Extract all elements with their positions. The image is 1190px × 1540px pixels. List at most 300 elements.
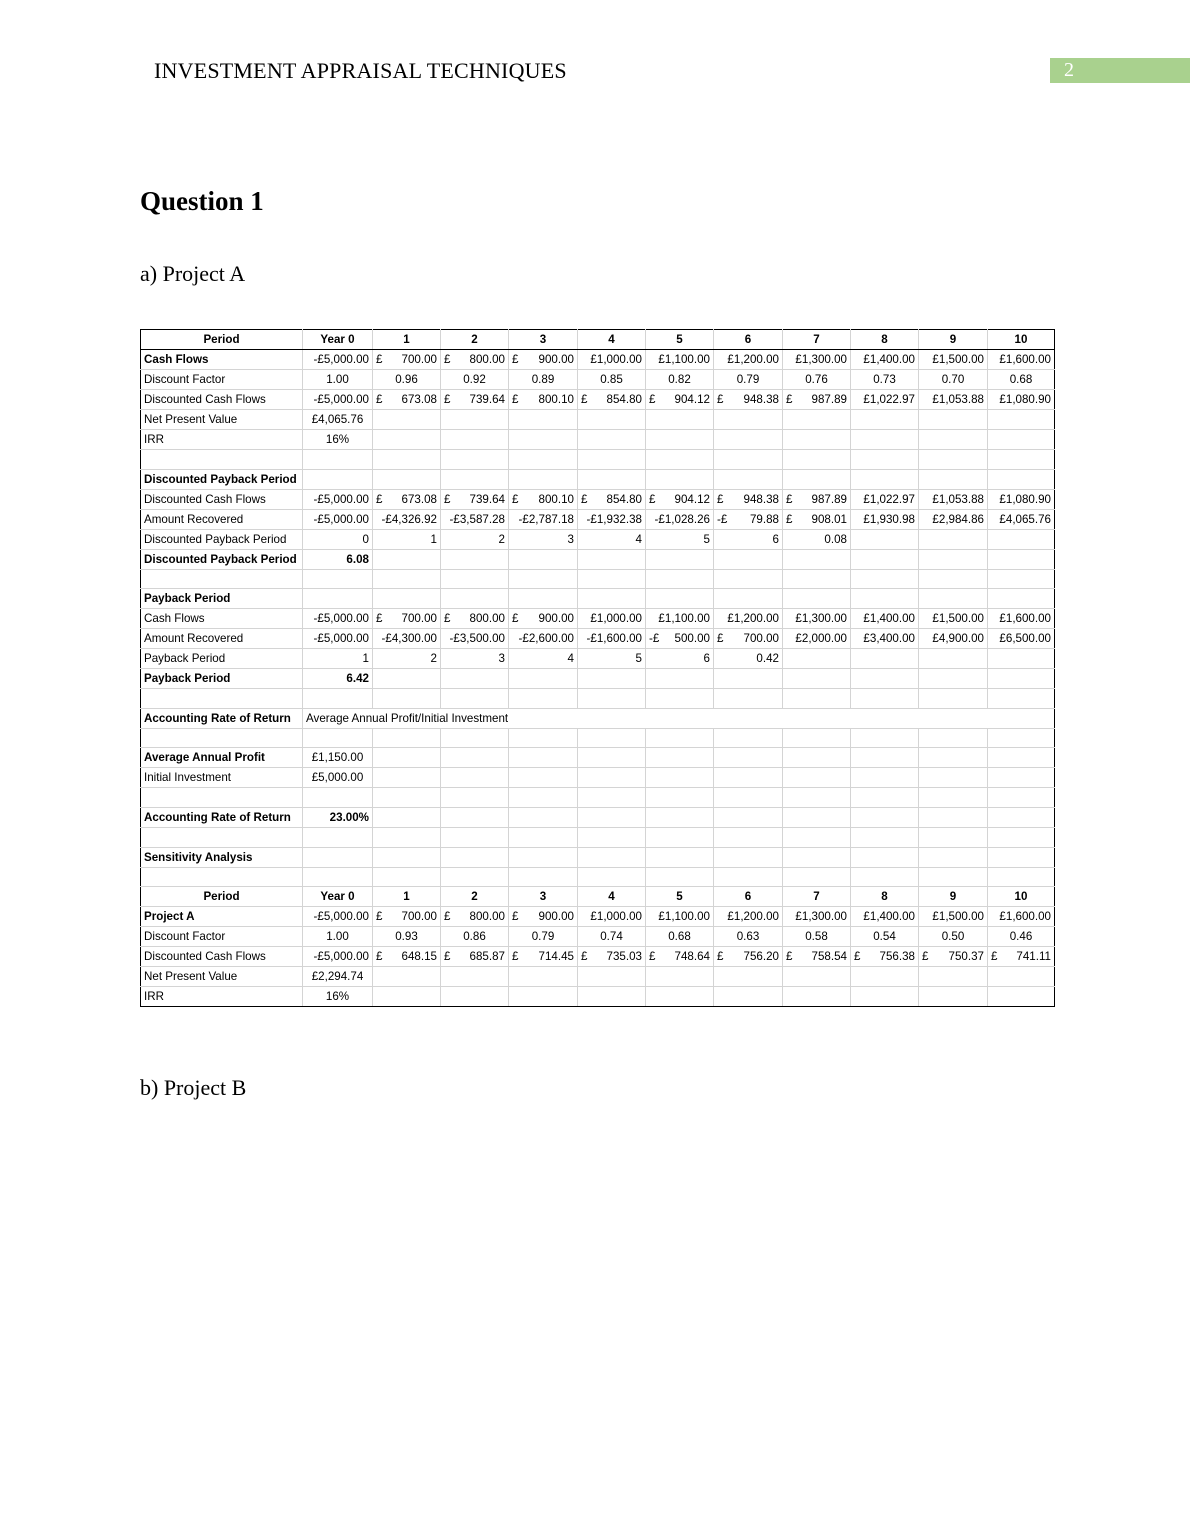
appraisal-spreadsheet	[140, 329, 1055, 1007]
row-label-cell: Discounted Payback Period	[141, 549, 303, 569]
value-cell	[988, 728, 1055, 748]
value-cell	[509, 788, 578, 808]
value-cell	[646, 748, 714, 768]
value-cell: £ 800.00	[441, 907, 509, 927]
table-row	[141, 927, 1055, 947]
value-cell: £ 700.00	[714, 629, 783, 649]
value-cell	[988, 569, 1055, 589]
row-label-cell: Payback Period	[141, 589, 303, 609]
value-cell	[783, 549, 851, 569]
value-cell	[783, 788, 851, 808]
value-cell: 2	[373, 649, 441, 669]
value-cell	[783, 847, 851, 867]
value-cell	[578, 549, 646, 569]
value-cell: £ 948.38	[714, 489, 783, 509]
value-cell: £ 948.38	[714, 390, 783, 410]
table-row	[141, 947, 1055, 967]
value-cell	[851, 450, 919, 470]
value-cell	[988, 748, 1055, 768]
value-cell	[509, 867, 578, 887]
value-cell: 0.85	[578, 370, 646, 390]
value-cell	[509, 430, 578, 450]
value-cell: -£4,326.92	[373, 509, 441, 529]
value-cell	[851, 728, 919, 748]
row-label-cell	[141, 788, 303, 808]
value-cell: -£5,000.00	[303, 489, 373, 509]
value-cell	[441, 450, 509, 470]
row-label-cell: Sensitivity Analysis	[141, 847, 303, 867]
value-cell: Year 0	[303, 887, 373, 907]
value-cell	[988, 967, 1055, 987]
value-cell	[714, 589, 783, 609]
row-label-cell: Discounted Cash Flows	[141, 947, 303, 967]
value-cell: Average Annual Profit/Initial Investment	[303, 708, 1055, 728]
value-cell: 2	[441, 330, 509, 350]
value-cell	[373, 807, 441, 827]
table-row	[141, 728, 1055, 748]
table-row	[141, 569, 1055, 589]
value-cell	[988, 430, 1055, 450]
value-cell	[919, 469, 988, 489]
value-cell: £3,400.00	[851, 629, 919, 649]
value-cell: £1,100.00	[646, 907, 714, 927]
value-cell	[851, 469, 919, 489]
value-cell	[441, 827, 509, 847]
value-cell	[373, 847, 441, 867]
value-cell: £1,300.00	[783, 609, 851, 629]
value-cell	[373, 867, 441, 887]
table-row	[141, 430, 1055, 450]
value-cell	[851, 529, 919, 549]
value-cell	[509, 987, 578, 1007]
value-cell	[578, 807, 646, 827]
row-label-cell: Average Annual Profit	[141, 748, 303, 768]
value-cell	[783, 768, 851, 788]
value-cell	[441, 847, 509, 867]
value-cell	[851, 410, 919, 430]
value-cell	[714, 410, 783, 430]
value-cell	[303, 827, 373, 847]
value-cell	[441, 430, 509, 450]
value-cell: £1,500.00	[919, 609, 988, 629]
value-cell	[373, 669, 441, 689]
value-cell	[988, 589, 1055, 609]
value-cell	[509, 669, 578, 689]
value-cell: -£ 500.00	[646, 629, 714, 649]
value-cell	[783, 569, 851, 589]
value-cell	[783, 807, 851, 827]
value-cell	[509, 569, 578, 589]
value-cell: £ 800.00	[441, 609, 509, 629]
value-cell	[714, 967, 783, 987]
value-cell: £ 800.00	[441, 350, 509, 370]
value-cell: 1	[303, 649, 373, 669]
value-cell: £ 673.08	[373, 489, 441, 509]
value-cell	[441, 469, 509, 489]
value-cell	[714, 768, 783, 788]
value-cell: 9	[919, 887, 988, 907]
value-cell: £1,053.88	[919, 390, 988, 410]
value-cell: -£1,600.00	[578, 629, 646, 649]
value-cell: 5	[578, 649, 646, 669]
value-cell	[646, 689, 714, 709]
value-cell: -£5,000.00	[303, 390, 373, 410]
row-label-cell: IRR	[141, 987, 303, 1007]
value-cell	[373, 728, 441, 748]
value-cell	[646, 549, 714, 569]
value-cell	[714, 807, 783, 827]
table-row	[141, 450, 1055, 470]
value-cell	[303, 867, 373, 887]
value-cell	[646, 410, 714, 430]
value-cell	[441, 569, 509, 589]
value-cell: 3	[509, 330, 578, 350]
value-cell: £1,200.00	[714, 609, 783, 629]
value-cell: £ 987.89	[783, 489, 851, 509]
value-cell	[441, 967, 509, 987]
value-cell	[988, 987, 1055, 1007]
value-cell: 5	[646, 887, 714, 907]
value-cell	[919, 807, 988, 827]
value-cell: -£3,587.28	[441, 509, 509, 529]
value-cell: 0.93	[373, 927, 441, 947]
value-cell: £1,100.00	[646, 609, 714, 629]
value-cell: 2	[441, 887, 509, 907]
value-cell: 0.54	[851, 927, 919, 947]
value-cell	[303, 788, 373, 808]
value-cell	[851, 768, 919, 788]
value-cell	[851, 807, 919, 827]
value-cell	[851, 827, 919, 847]
value-cell	[509, 748, 578, 768]
value-cell	[373, 410, 441, 430]
value-cell	[509, 768, 578, 788]
table-row	[141, 629, 1055, 649]
row-label-cell: Net Present Value	[141, 967, 303, 987]
row-label-cell: Net Present Value	[141, 410, 303, 430]
row-label-cell	[141, 569, 303, 589]
value-cell: £1,930.98	[851, 509, 919, 529]
value-cell	[373, 450, 441, 470]
value-cell: £1,400.00	[851, 609, 919, 629]
value-cell: £1,600.00	[988, 907, 1055, 927]
value-cell: 1.00	[303, 370, 373, 390]
row-label-cell: Project A	[141, 907, 303, 927]
table-row	[141, 887, 1055, 907]
value-cell: £ 700.00	[373, 350, 441, 370]
value-cell	[441, 689, 509, 709]
value-cell: £1,400.00	[851, 907, 919, 927]
section-b-heading: b) Project B	[140, 1075, 247, 1100]
value-cell	[988, 827, 1055, 847]
table-row	[141, 788, 1055, 808]
value-cell	[851, 669, 919, 689]
value-cell: 6	[714, 529, 783, 549]
value-cell: 0.89	[509, 370, 578, 390]
value-cell	[714, 788, 783, 808]
value-cell: 16%	[303, 430, 373, 450]
value-cell: 0.42	[714, 649, 783, 669]
value-cell: 0.46	[988, 927, 1055, 947]
value-cell	[509, 807, 578, 827]
value-cell	[783, 867, 851, 887]
value-cell	[303, 569, 373, 589]
value-cell	[851, 649, 919, 669]
value-cell: 7	[783, 887, 851, 907]
value-cell	[509, 549, 578, 569]
value-cell	[919, 827, 988, 847]
value-cell	[509, 847, 578, 867]
value-cell	[509, 450, 578, 470]
value-cell: £ 756.38	[851, 947, 919, 967]
value-cell: 0.92	[441, 370, 509, 390]
value-cell: £6,500.00	[988, 629, 1055, 649]
value-cell: £ 987.89	[783, 390, 851, 410]
value-cell	[851, 589, 919, 609]
value-cell: Year 0	[303, 330, 373, 350]
value-cell	[578, 410, 646, 430]
value-cell	[509, 967, 578, 987]
value-cell: 10	[988, 330, 1055, 350]
value-cell	[714, 450, 783, 470]
value-cell	[441, 788, 509, 808]
value-cell	[919, 728, 988, 748]
value-cell: 5	[646, 529, 714, 549]
value-cell	[646, 967, 714, 987]
value-cell	[441, 807, 509, 827]
value-cell: 0.58	[783, 927, 851, 947]
row-label-cell: Payback Period	[141, 669, 303, 689]
value-cell	[373, 827, 441, 847]
table-row	[141, 748, 1055, 768]
value-cell: 4	[578, 330, 646, 350]
value-cell	[373, 469, 441, 489]
value-cell: £5,000.00	[303, 768, 373, 788]
row-label-cell: Cash Flows	[141, 350, 303, 370]
value-cell	[988, 649, 1055, 669]
value-cell	[988, 788, 1055, 808]
value-cell	[578, 768, 646, 788]
value-cell: -£5,000.00	[303, 350, 373, 370]
value-cell	[303, 469, 373, 489]
value-cell	[646, 847, 714, 867]
value-cell: £1,500.00	[919, 907, 988, 927]
value-cell	[714, 669, 783, 689]
value-cell	[851, 748, 919, 768]
value-cell: 0.08	[783, 529, 851, 549]
value-cell: 1	[373, 529, 441, 549]
value-cell	[919, 450, 988, 470]
value-cell: £1,600.00	[988, 609, 1055, 629]
value-cell: £ 854.80	[578, 390, 646, 410]
value-cell: £2,294.74	[303, 967, 373, 987]
value-cell	[646, 728, 714, 748]
value-cell	[646, 788, 714, 808]
value-cell	[578, 748, 646, 768]
table-row	[141, 867, 1055, 887]
value-cell: 0.63	[714, 927, 783, 947]
value-cell: 0	[303, 529, 373, 549]
table-row	[141, 410, 1055, 430]
value-cell: £ 908.01	[783, 509, 851, 529]
value-cell	[988, 529, 1055, 549]
value-cell: -£5,000.00	[303, 947, 373, 967]
table-row	[141, 370, 1055, 390]
value-cell: 0.74	[578, 927, 646, 947]
row-label-cell: Period	[141, 330, 303, 350]
value-cell	[988, 768, 1055, 788]
value-cell: £ 900.00	[509, 350, 578, 370]
value-cell	[783, 689, 851, 709]
value-cell	[919, 589, 988, 609]
value-cell: £1,100.00	[646, 350, 714, 370]
value-cell: 0.70	[919, 370, 988, 390]
value-cell	[988, 867, 1055, 887]
value-cell	[646, 450, 714, 470]
value-cell: £ 735.03	[578, 947, 646, 967]
value-cell	[714, 569, 783, 589]
value-cell	[851, 788, 919, 808]
value-cell	[919, 529, 988, 549]
row-label-cell: Amount Recovered	[141, 629, 303, 649]
value-cell	[578, 569, 646, 589]
value-cell: £ 800.10	[509, 390, 578, 410]
value-cell	[646, 827, 714, 847]
value-cell	[373, 788, 441, 808]
value-cell: 6.42	[303, 669, 373, 689]
table-row	[141, 330, 1055, 350]
value-cell	[509, 469, 578, 489]
table-row	[141, 708, 1055, 728]
table-row	[141, 987, 1055, 1007]
value-cell	[988, 689, 1055, 709]
value-cell	[373, 967, 441, 987]
value-cell	[783, 649, 851, 669]
table-row	[141, 827, 1055, 847]
value-cell	[851, 967, 919, 987]
value-cell	[441, 410, 509, 430]
value-cell: 8	[851, 887, 919, 907]
value-cell: £1,300.00	[783, 350, 851, 370]
value-cell	[578, 867, 646, 887]
value-cell: 0.82	[646, 370, 714, 390]
value-cell: £1,080.90	[988, 489, 1055, 509]
value-cell: -£5,000.00	[303, 509, 373, 529]
value-cell: £4,900.00	[919, 629, 988, 649]
value-cell	[783, 987, 851, 1007]
value-cell	[919, 649, 988, 669]
value-cell: -£ 79.88	[714, 509, 783, 529]
table-row	[141, 350, 1055, 370]
value-cell: £1,022.97	[851, 489, 919, 509]
value-cell: £ 714.45	[509, 947, 578, 967]
value-cell: £ 739.64	[441, 390, 509, 410]
value-cell	[441, 728, 509, 748]
value-cell	[783, 827, 851, 847]
row-label-cell: Accounting Rate of Return	[141, 807, 303, 827]
table-row	[141, 529, 1055, 549]
row-label-cell: Discount Factor	[141, 370, 303, 390]
value-cell	[303, 689, 373, 709]
value-cell	[303, 728, 373, 748]
value-cell	[578, 669, 646, 689]
value-cell	[783, 748, 851, 768]
row-label-cell	[141, 450, 303, 470]
row-label-cell: Initial Investment	[141, 768, 303, 788]
row-label-cell: Accounting Rate of Return	[141, 708, 303, 728]
value-cell: 0.86	[441, 927, 509, 947]
value-cell	[714, 827, 783, 847]
value-cell: 0.68	[646, 927, 714, 947]
row-label-cell	[141, 728, 303, 748]
section-a-heading: a) Project A	[140, 261, 246, 286]
table-row	[141, 589, 1055, 609]
value-cell: 0.79	[714, 370, 783, 390]
row-label-cell: Discounted Cash Flows	[141, 390, 303, 410]
value-cell	[714, 867, 783, 887]
value-cell	[851, 430, 919, 450]
table-row	[141, 669, 1055, 689]
value-cell	[919, 847, 988, 867]
value-cell	[441, 987, 509, 1007]
value-cell	[851, 689, 919, 709]
value-cell: 3	[509, 887, 578, 907]
row-label-cell: Period	[141, 887, 303, 907]
table-row	[141, 509, 1055, 529]
value-cell: -£5,000.00	[303, 609, 373, 629]
value-cell	[919, 549, 988, 569]
value-cell: £ 741.11	[988, 947, 1055, 967]
value-cell	[441, 669, 509, 689]
value-cell: £ 700.00	[373, 609, 441, 629]
value-cell	[578, 847, 646, 867]
value-cell	[988, 807, 1055, 827]
value-cell: 7	[783, 330, 851, 350]
value-cell	[578, 728, 646, 748]
value-cell: £1,000.00	[578, 609, 646, 629]
value-cell	[646, 807, 714, 827]
table-row	[141, 390, 1055, 410]
value-cell: £1,150.00	[303, 748, 373, 768]
value-cell: £1,000.00	[578, 350, 646, 370]
value-cell	[578, 788, 646, 808]
value-cell	[988, 450, 1055, 470]
value-cell	[373, 748, 441, 768]
value-cell: -£5,000.00	[303, 629, 373, 649]
value-cell: £1,300.00	[783, 907, 851, 927]
value-cell	[646, 469, 714, 489]
value-cell	[714, 430, 783, 450]
value-cell: £1,080.90	[988, 390, 1055, 410]
value-cell	[578, 450, 646, 470]
row-label-cell: Discount Factor	[141, 927, 303, 947]
value-cell: 0.68	[988, 370, 1055, 390]
value-cell	[578, 589, 646, 609]
value-cell	[646, 589, 714, 609]
value-cell: £4,065.76	[988, 509, 1055, 529]
table-row	[141, 609, 1055, 629]
value-cell: -£1,932.38	[578, 509, 646, 529]
value-cell: -£3,500.00	[441, 629, 509, 649]
value-cell	[509, 689, 578, 709]
value-cell	[509, 827, 578, 847]
value-cell	[714, 987, 783, 1007]
value-cell: £1,053.88	[919, 489, 988, 509]
value-cell	[714, 748, 783, 768]
spreadsheet-body	[141, 330, 1055, 1007]
value-cell	[919, 867, 988, 887]
value-cell: 3	[441, 649, 509, 669]
